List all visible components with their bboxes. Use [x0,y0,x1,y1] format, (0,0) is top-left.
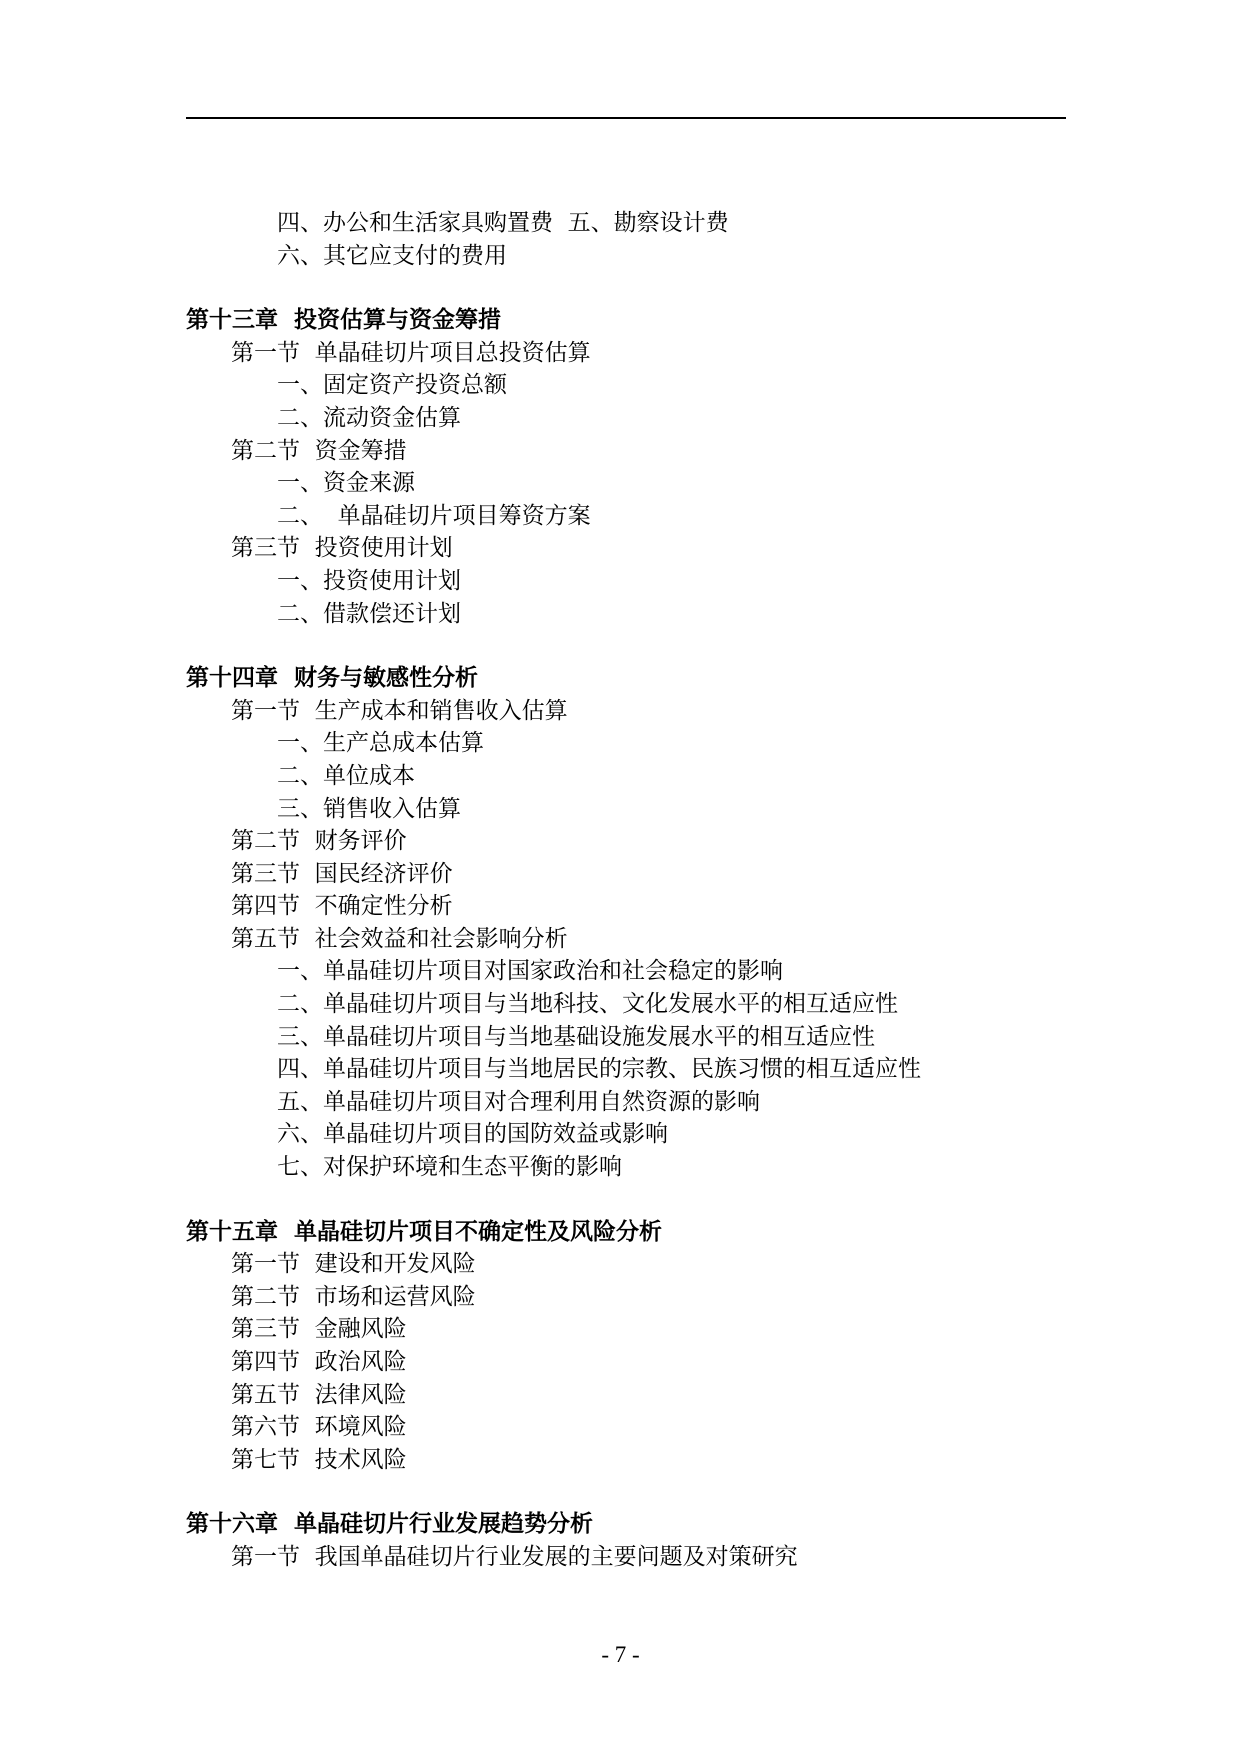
toc-subsection-item: 五、单晶硅切片项目对合理利用自然资源的影响 [277,1088,760,1115]
toc-section-item: 第一节 生产成本和销售收入估算 [231,697,568,724]
toc-subsection-item: 一、资金来源 [277,470,415,497]
toc-section-item: 第三节 金融风险 [231,1316,407,1343]
toc-subsection-item: 二、单位成本 [277,762,415,789]
toc-section-item: 第三节 投资使用计划 [231,535,453,562]
toc-subsection-item: 三、单晶硅切片项目与当地基础设施发展水平的相互适应性 [277,1023,875,1050]
toc-subsection-item: 七、对保护环境和生态平衡的影响 [277,1154,622,1181]
toc-subsection-item: 二、流动资金估算 [277,404,461,431]
toc-chapter-heading: 第十三章 投资估算与资金筹措 [186,306,502,334]
toc-subsection-item: 一、投资使用计划 [277,567,461,594]
toc-chapter-heading: 第十四章 财务与敏感性分析 [186,664,479,692]
toc-subsection-item: 六、单晶硅切片项目的国防效益或影响 [277,1121,668,1148]
toc-section-item: 第七节 技术风险 [231,1446,407,1473]
toc-section-item: 第五节 法律风险 [231,1381,407,1408]
toc-section-item: 第一节 我国单晶硅切片行业发展的主要问题及对策研究 [231,1543,798,1570]
toc-section-item: 第一节 单晶硅切片项目总投资估算 [231,339,591,366]
toc-section-item: 第二节 财务评价 [231,828,407,855]
page-number: - 7 - [601,1642,640,1667]
toc-section-item: 第四节 政治风险 [231,1349,407,1375]
toc-section-item: 第二节 资金筹措 [231,437,407,464]
toc-subsection-item: 二、借款偿还计划 [277,600,461,627]
header-rule [186,117,1066,119]
toc-subsection-item: 一、单晶硅切片项目对国家政治和社会稳定的影响 [277,958,783,985]
table-of-contents [0,207,1241,1574]
toc-chapter-heading: 第十五章 单晶硅切片项目不确定性及风险分析 [186,1217,663,1245]
toc-section-item: 第四节 不确定性分析 [231,893,453,920]
toc-subsection-item: 六、其它应支付的费用 [277,242,507,269]
toc-section-item: 第一节 建设和开发风险 [231,1251,476,1278]
toc-subsection-item: 三、销售收入估算 [277,795,461,822]
toc-subsection-item: 二、 单晶硅切片项目筹资方案 [277,502,591,529]
toc-section-item: 第二节 市场和运营风险 [231,1283,476,1310]
toc-subsection-item: 一、生产总成本估算 [277,730,484,757]
toc-subsection-item: 一、固定资产投资总额 [277,372,507,399]
toc-section-item: 第六节 环境风险 [231,1414,407,1441]
toc-subsection-item: 二、单晶硅切片项目与当地科技、文化发展水平的相互适应性 [277,991,898,1018]
toc-section-item: 第三节 国民经济评价 [231,860,453,887]
toc-subsection-item: 四、办公和生活家具购置费 五、勘察设计费 [277,210,729,236]
toc-chapter-heading: 第十六章 单晶硅切片行业发展趋势分析 [186,1510,594,1538]
toc-section-item: 第五节 社会效益和社会影响分析 [231,925,568,952]
toc-subsection-item: 四、单晶硅切片项目与当地居民的宗教、民族习惯的相互适应性 [277,1056,921,1083]
